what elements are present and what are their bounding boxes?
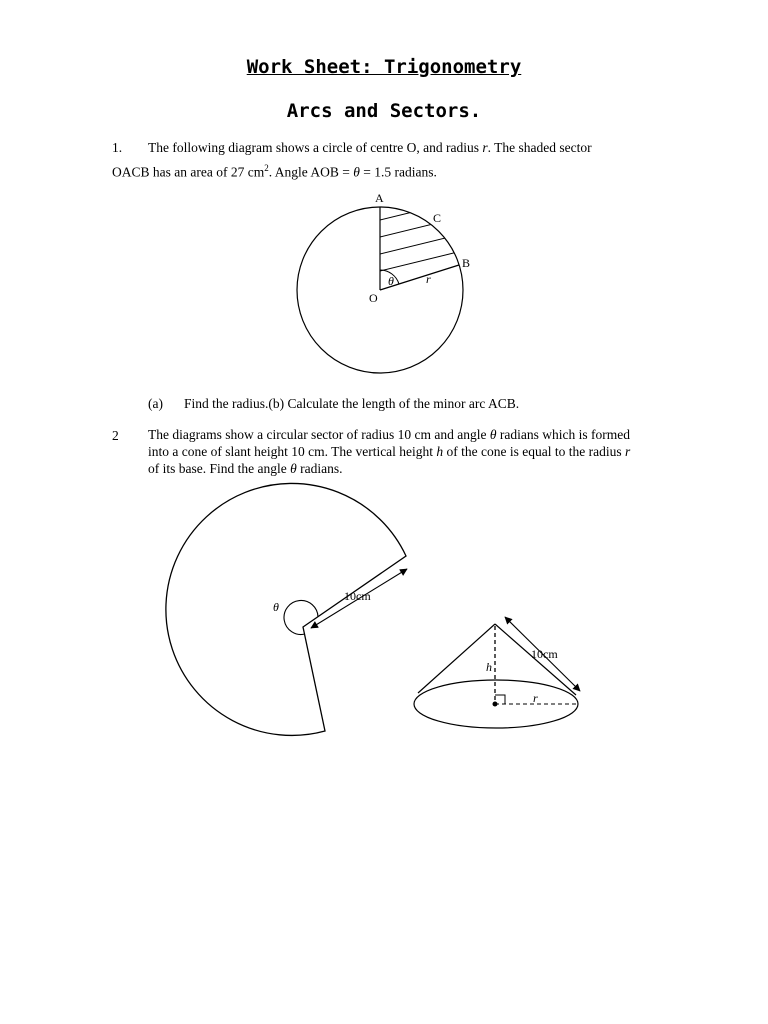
q2-text-c: of the cone is equal to the radius bbox=[443, 444, 625, 459]
worksheet-subtitle: Arcs and Sectors. bbox=[286, 100, 482, 122]
q2-var-r: r bbox=[625, 444, 631, 459]
cone-center-dot bbox=[493, 702, 498, 707]
q2-var-h: h bbox=[436, 444, 444, 459]
cone-h-label: h bbox=[486, 660, 492, 674]
q1-theta: θ bbox=[353, 164, 360, 180]
q1-text-c: . Angle AOB = bbox=[268, 164, 354, 180]
worksheet-title: Work Sheet: Trigonometry bbox=[246, 56, 522, 78]
q1-var-r: r bbox=[482, 140, 488, 155]
cone-r-label: r bbox=[533, 691, 538, 705]
q2-text-e: radians. bbox=[296, 461, 343, 476]
q1-sup: 2 bbox=[264, 163, 269, 173]
part-text: Find the radius.(b) Calculate the length of the minor arc ACB. bbox=[184, 396, 520, 411]
label-a: A bbox=[375, 191, 384, 205]
sector-theta-label: θ bbox=[273, 600, 279, 614]
q2-text-d: of its base. Find the angle bbox=[148, 461, 291, 476]
q1-text-a: The following diagram shows a circle of centre O, and radius bbox=[148, 140, 483, 155]
q1-text-d: = 1.5 radians. bbox=[359, 164, 437, 180]
q2-theta: θ bbox=[489, 427, 497, 442]
question-2-number: 2 bbox=[112, 428, 119, 443]
label-o: O bbox=[369, 291, 378, 305]
q1-text-b: . The shaded sector OACB has an area of 27 cm bbox=[112, 140, 592, 180]
q2-text-a: The diagrams show a circular sector of radius 10 cm and angle bbox=[148, 427, 490, 442]
cone-slant-label: 10cm bbox=[531, 647, 558, 661]
part-a-label: (a) bbox=[148, 396, 163, 411]
q2-theta2: θ bbox=[290, 461, 297, 476]
label-b: B bbox=[462, 256, 471, 270]
label-theta-q1: θ bbox=[388, 274, 394, 288]
question-1-number: 1. bbox=[112, 140, 123, 155]
sector-radius-label: 10cm bbox=[344, 589, 371, 603]
label-r-q1: r bbox=[426, 272, 431, 286]
q2-text-b: radians which is formed into a cone of slant height 10 cm. The vertical height bbox=[148, 427, 630, 459]
label-c: C bbox=[433, 211, 442, 225]
sector-angle-arc bbox=[284, 600, 318, 634]
